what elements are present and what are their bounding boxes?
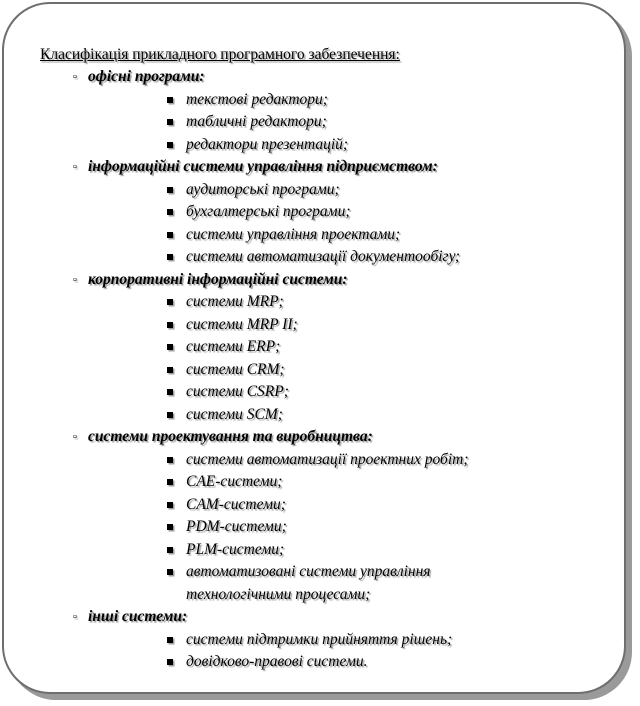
square-bullet-icon bbox=[167, 367, 173, 373]
subitem bbox=[88, 629, 610, 652]
square-bullet-icon bbox=[167, 299, 173, 305]
subitem bbox=[88, 471, 610, 494]
subitem-label: табличні редактори; bbox=[186, 113, 327, 130]
square-bullet-icon bbox=[167, 232, 173, 238]
subitem-label: CAE-системи; bbox=[186, 473, 283, 490]
subitem bbox=[88, 381, 610, 404]
subitem-label: системи CSRP; bbox=[186, 383, 289, 400]
subitem-label: редактори презентацій; bbox=[186, 135, 349, 153]
square-bullet-icon bbox=[167, 344, 173, 350]
square-bullet-icon bbox=[167, 187, 173, 193]
square-bullet-icon bbox=[167, 569, 173, 575]
category-item bbox=[40, 426, 610, 606]
square-bullet-icon bbox=[167, 389, 173, 395]
subitem bbox=[88, 539, 610, 562]
subitem bbox=[88, 201, 610, 224]
square-bullet-icon bbox=[167, 97, 173, 103]
subitem bbox=[88, 359, 610, 382]
subitem-label: системи CRM; bbox=[186, 360, 285, 378]
subitem-label: довідково-правові системи. bbox=[186, 653, 368, 670]
subitem-label: аудиторські програми; bbox=[186, 180, 340, 198]
square-bullet-icon bbox=[167, 479, 173, 485]
subitem bbox=[88, 561, 610, 606]
subitem bbox=[88, 224, 610, 247]
subitem-label: системи підтримки прийняття рішень; bbox=[186, 630, 453, 648]
square-bullet-icon bbox=[167, 322, 173, 328]
subitem bbox=[88, 336, 610, 359]
square-bullet-icon bbox=[167, 547, 173, 553]
category-item bbox=[40, 156, 610, 269]
category-label: офісні програми: bbox=[88, 68, 205, 85]
category-item bbox=[40, 66, 610, 156]
subitem-label: автоматизовані системи управління технологічними процесами; bbox=[186, 563, 431, 603]
square-bullet-icon bbox=[167, 254, 173, 260]
subitem bbox=[88, 134, 610, 157]
subitem-label: системи автоматизації проектних робіт; bbox=[186, 450, 469, 468]
subitem-label: системи MRP; bbox=[186, 293, 284, 310]
subitem-label: PLM-системи; bbox=[186, 540, 285, 558]
square-bullet-icon bbox=[167, 142, 173, 148]
subitem-label: системи автоматизації документообігу; bbox=[186, 248, 461, 265]
square-bullet-icon bbox=[167, 637, 173, 643]
square-bullet-icon bbox=[167, 209, 173, 215]
subitem bbox=[88, 651, 610, 674]
subitem bbox=[88, 246, 610, 269]
square-bullet-icon bbox=[167, 502, 173, 508]
subitem bbox=[88, 404, 610, 427]
subitem-list bbox=[88, 629, 610, 674]
subitem bbox=[88, 314, 610, 337]
subitem-label: системи ERP; bbox=[186, 338, 281, 355]
category-label: корпоративні інформаційні системи: bbox=[88, 270, 348, 288]
subitem-label: системи управління проектами; bbox=[186, 225, 401, 243]
subitem-label: CAM-системи; bbox=[186, 495, 286, 513]
square-bullet-icon bbox=[167, 457, 173, 463]
square-bullet-icon bbox=[167, 412, 173, 418]
category-item bbox=[40, 606, 610, 674]
subitem bbox=[88, 291, 610, 314]
category-label: системи проектування та виробництва: bbox=[88, 428, 373, 445]
subitem-label: текстові редактори; bbox=[186, 90, 328, 108]
square-bullet-icon bbox=[167, 659, 173, 665]
hollow-bullet-icon: ▫ bbox=[73, 431, 77, 443]
hollow-bullet-icon: ▫ bbox=[73, 161, 77, 173]
category-label: інші системи: bbox=[88, 608, 188, 625]
subitem-label: системи SCM; bbox=[186, 405, 283, 423]
document-title: Класифікація прикладного програмного забезпечення: bbox=[40, 46, 400, 63]
category-list bbox=[40, 66, 610, 674]
subitem bbox=[88, 494, 610, 517]
subitem-label: PDM-системи; bbox=[186, 518, 287, 535]
subitem bbox=[88, 449, 610, 472]
category-item bbox=[40, 269, 610, 427]
subitem-label: системи MRP II; bbox=[186, 315, 298, 333]
hollow-bullet-icon: ▫ bbox=[73, 273, 77, 286]
subitem bbox=[88, 111, 610, 134]
subitem-list bbox=[88, 449, 610, 607]
square-bullet-icon bbox=[167, 119, 173, 125]
hollow-bullet-icon: ▫ bbox=[73, 611, 77, 623]
subitem-label: бухгалтерські програми; bbox=[186, 203, 351, 220]
category-label: інформаційні системи управління підприємством: bbox=[88, 158, 438, 175]
subitem-list bbox=[88, 89, 610, 157]
subitem-list bbox=[88, 291, 610, 426]
subitem-list bbox=[88, 179, 610, 269]
subitem bbox=[88, 516, 610, 539]
hollow-bullet-icon: ▫ bbox=[73, 71, 77, 83]
classification-text bbox=[40, 44, 610, 674]
subitem bbox=[88, 179, 610, 202]
subitem bbox=[88, 89, 610, 112]
square-bullet-icon bbox=[167, 524, 173, 530]
